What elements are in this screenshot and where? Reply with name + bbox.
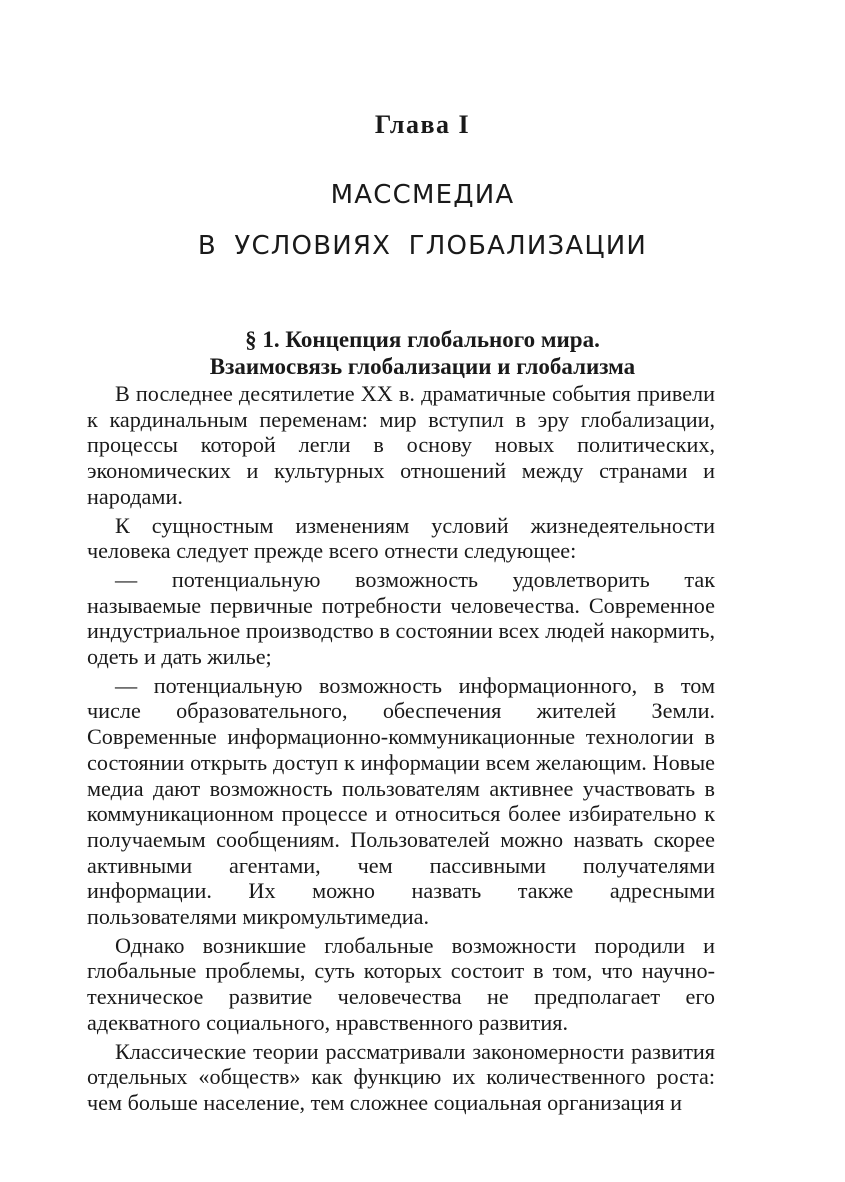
paragraph: К сущностным изменениям условий жизнедеятельности человека следует прежде всего отнести следующее: — [87, 512, 715, 564]
body-text — [87, 381, 715, 1119]
paragraph: — потенциальную возможность удовлетворить так называемые первичные потребности человечества. Современное индустриальное производство в состоянии всех людей накормить, одеть и дать жилье; — [87, 566, 715, 670]
section-title-line-2: Взаимосвязь глобализации и глобализма — [209, 354, 636, 379]
paragraph: Однако возникшие глобальные возможности породили и глобальные проблемы, суть которых состоит в том, что научно-техническое развитие человечества не предполагает его адекватного социального, нравственного развития. — [87, 932, 715, 1035]
section-title-line-1: § 1. Концепция глобального мира. — [245, 327, 600, 352]
paragraph: В последнее десятилетие XX в. драматичные события привели к кардинальным переменам: мир вступил в эру глобализации, процессы которой легли в основу новых политических, экономических и культурных отношений между странами и народами. — [87, 381, 715, 509]
chapter-title-line-2: В УСЛОВИЯХ ГЛОБАЛИЗАЦИИ — [197, 231, 648, 261]
chapter-heading: Глава I — [374, 110, 471, 139]
chapter-title-line-1: МАССМЕДИА — [330, 180, 515, 210]
paragraph: — потенциальную возможность информационного, в том числе образовательного, обеспечения жителей Земли. Современные информационно-коммуникационные технологии в состоянии открыть доступ к информации всем желающим. Новые медиа дают возможность пользователям активнее участвовать в коммуникационном процессе и относиться более избирательно к получаемым сообщениям. Пользователей можно назвать скорее активными агентами, чем пассивными получателями информации. Их можно назвать также адресными пользователями микромультимедиа. — [87, 672, 715, 930]
paragraph: Классические теории рассматривали закономерности развития отдельных «обществ» как функцию их количественного роста: чем больше население, тем сложнее социальная организация и — [87, 1038, 715, 1115]
